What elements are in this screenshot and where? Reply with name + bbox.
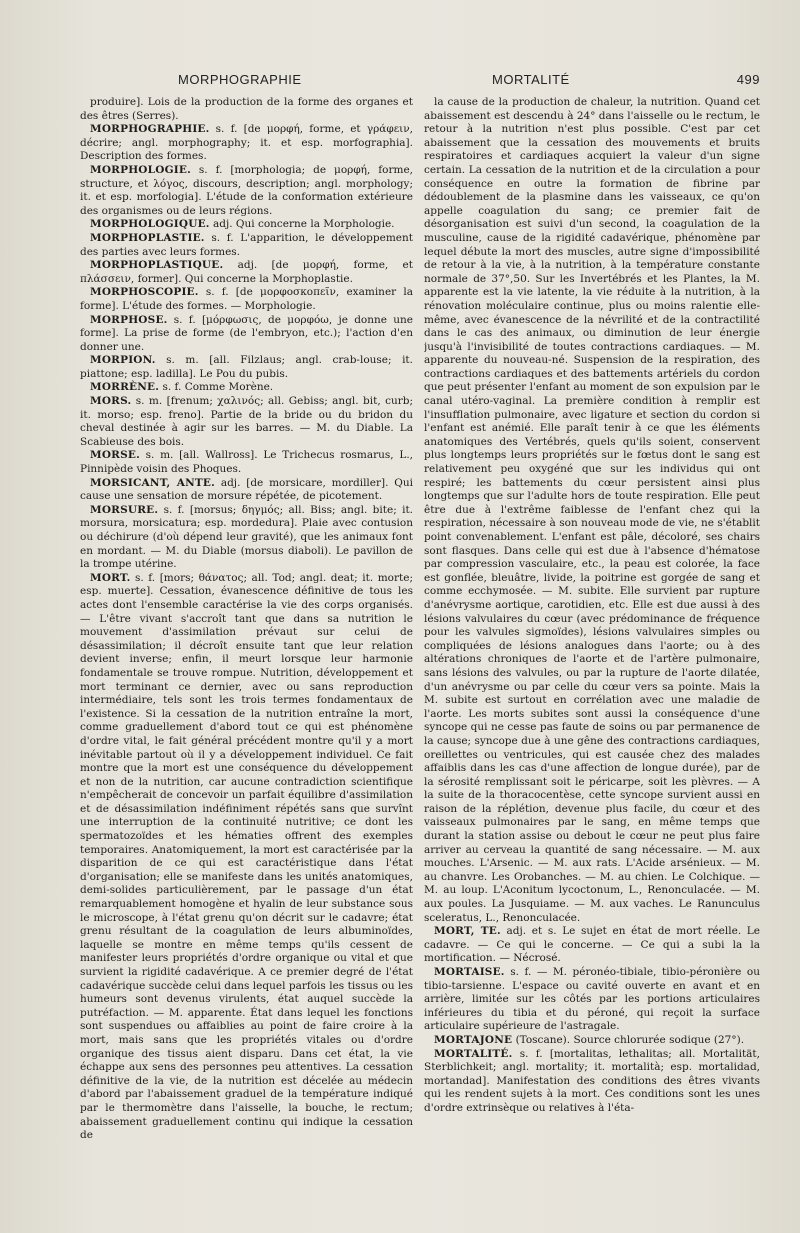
entry-headword: MORPHOLOGIE. [90, 163, 191, 176]
entry [80, 123, 413, 164]
entry-text: s. m. [all. Wallross]. Le Trichecus rosmarus, L., Pinnipède voisin des Phoques. [80, 449, 413, 476]
entry-headword: MORSURE. [90, 503, 159, 516]
entry [80, 232, 413, 259]
entry [80, 477, 413, 504]
entry-headword: MORSE. [90, 449, 140, 462]
entry-text: s. f. [morsus; δηγμός; all. Biss; angl. bite; it. morsura, morsicatura; esp. mordedura]. Plaie avec contusion ou déchirure (d'où dépend leur gravité), que les animaux font en mordant. — M. du Diable (morsus diaboli). Le pavillon de la trompe utérine. [80, 503, 413, 571]
entry [424, 925, 760, 966]
entry-text: s. f. [mortalitas, lethalitas; all. Mortalität, Sterblichkeit; angl. mortality; it. mortalità; esp. mortalidad, mortandad]. Manifestation des conditions des êtres vivants qui les rendent sujets à la mort. Ces conditions sont les unes d'ordre extrinsèque ou relatives à l'éta- [424, 1047, 760, 1114]
entry-text: produire]. Lois de la production de la forme des organes et des êtres (Serres). [80, 96, 413, 122]
entry-text: adj. Qui concerne la Morphologie. [212, 218, 395, 231]
entry-text: s. f. [de μορφοσκοπεῖν, examiner la forme]. L'étude des formes. — Morphologie. [80, 286, 413, 312]
entry-headword: MORPION. [90, 354, 156, 367]
header-right-title: MORTALITÉ [492, 72, 570, 87]
entry [80, 572, 413, 1143]
entry-text: adj. [de morsicare, mordiller]. Qui cause une sensation de morsure répétée, de picotement. [80, 476, 413, 503]
entry [80, 259, 413, 286]
entry-text: s. m. [all. Filzlaus; angl. crab-louse; it. piattone; esp. ladilla]. Le Pou du pubis. [80, 354, 413, 380]
entry-text: (Toscane). Source chlorurée sodique (27°). [515, 1033, 745, 1046]
entry-text: adj. et s. Le sujet en état de mort réelle. Le cadavre. — Ce qui le concerne. — Ce qui a subi la la mortification. — Nécrosé. [424, 925, 760, 965]
entry-text: s. m. [frenum; χαλινός; all. Gebiss; angl. bit, curb; it. morso; esp. freno]. Partie de la bride ou du bridon du cheval destinée à agir sur les barres. — M. du Diable. La Scabieuse des bois. [80, 395, 413, 448]
entry-headword: MORPHOPLASTIE. [90, 231, 205, 244]
entry [80, 314, 413, 355]
entry [424, 966, 760, 1034]
left-column [80, 96, 413, 1186]
entry-headword: MORPHOLOGIQUE. [90, 218, 210, 231]
entry-headword: MORRÈNE. [90, 381, 160, 394]
running-header [80, 72, 760, 92]
entry-headword: MORTAISE. [434, 966, 505, 978]
entry-text: s. f. Comme Morène. [162, 381, 274, 394]
entry-headword: MORPHOPLASTIQUE. [90, 259, 224, 272]
entry-text: adj. [de μορφή, forme, et πλάσσειν, former]. Qui concerne la Morphoplastie. [80, 259, 413, 285]
entry-headword: MORTAJONE [434, 1033, 513, 1046]
entry-text: s. f. — M. péronéo-tibiale, tibio-péronière ou tibio-tarsienne. L'espace ou cavité ouverte en avant et en arrière, limitée sur les côtés par les portions articulaires inférieures du tibia et du péroné, qui reçoit la surface articulaire supérieure de l'astragale. [424, 966, 760, 1033]
entry-headword: MORS. [90, 395, 132, 408]
entry [80, 395, 413, 449]
right-column [424, 96, 760, 1186]
entry [80, 504, 413, 572]
entry [424, 96, 760, 925]
entry-text: s. f. L'apparition, le développement des parties avec leurs formes. [80, 231, 413, 258]
entry-text: la cause de la production de chaleur, la nutrition. Quand cet abaissement est descendu à 24° dans l'aisselle ou le rectum, le retour à la nutrition n'est plus possible. C'est par cet abaissement que la cessation des mouvements et bruits respiratoires et cardiaques acquiert la valeur d'un signe certain. La cessation de la nutrition et de la circulation a pour conséquence en outre la formation de fibrine par dédoublement de la plasmine dans les vaisseaux, ce qu'on appelle coagulation du sang; ce premier fait de désorganisation est suivi d'un second, la coagulation de la musculine, cause de la rigidité cadavérique, phénomène par lequel débute la mort des muscles, autre signe d'impossibilité de retour à la vie, à la nutrition, à la température constante normale de 37°,50. Sur les Invertébrés et les Plantes, la M. apparente est la vie latente, la vie réduite à la nutrition, à la rénovation moléculaire continue, plus ou moins ralentie elle-même, avec évanescence de la névrilité et de la contractilité dans le cas des animaux, ou diminution de leur énergie jusqu'à l'invisibilité de toutes contractions cardiaques. — M. apparente du nouveau-né. Suspension de la respiration, des contractions cardiaques et des battements artériels du cordon que peut présenter l'enfant au moment de son expulsion par le canal utéro-vaginal. La première condition à remplir est l'insufflation pulmonaire, avec ligature et section du cordon si l'enfant est anémié. Elle paraît tenir à ce que les éléments anatomiques des Vertébrés, quels qu'ils soient, conservent plus longtemps leurs propriétés sur le fœtus dont le sang est relativement peu oxygéné que sur les individus qui ont respiré; les battements du cœur persistent ainsi plus longtemps que sur l'adulte hors de toute respiration. Elle peut être due à l'extrême faiblesse de l'enfant chez qui la respiration, nécessaire à son nouveau mode de vie, ne s'établit point convenablement. L'enfant est pâle, décoloré, ses chairs sont flasques. Dans celle qui est due à l'absence d'hématose par compression vasculaire, etc., la peau est colorée, la face est gonflée, bleuâtre, livide, la poitrine est gorgée de sang et comme ecchymosée. — M. subite. Elle survient par rupture d'anévrysme aortique, carotidien, etc. Elle est due aussi à des lésions valvulaires du cœur (avec prédominance de fréquence pour les valvules sigmoïdes), lésions valvulaires simples ou compliquées de lésions analogues dans l'aorte; ou à des altérations chroniques de l'aorte et de l'artère pulmonaire, sans lésions des valvules, ou par la rupture de l'aorte dilatée, d'un anévrysme ou par celle du cœur vers sa pointe. Mais la M. subite est surtout en corrélation avec une maladie de l'aorte. Les morts subites sont aussi la conséquence d'une syncope qui ne cesse pas faute de soins ou par permanence de la cause; syncope due à une gêne des contractions cardiaques, oreillettes ou ventricules, qui est causée chez des malades affaiblis dans les cas d'une affection de longue durée), par de la sérosité remplissant soit le péricarpe, soit les plèvres. — A la suite de la thoracocentèse, cette syncope survient aussi en raison de la réplétion, devenue plus facile, du cœur et des vaisseaux pulmonaires par le sang, en même temps que durant la station assise ou debout le cœur ne peut plus faire arriver au cerveau la quantité de sang nécessaire. — M. aux mouches. L'Arsenic. — M. aux rats. L'Acide arsénieux. — M. au chanvre. Les Orobanches. — M. au chien. Le Colchique. — M. au loup. L'Aconitum lycoctonum, L., Renonculacée. — M. aux poules. La Jusquiame. — M. aux vaches. Le Ranunculus sceleratus, L., Renonculacée. [424, 96, 760, 924]
entry [80, 164, 413, 218]
entry-headword: MORSICANT, ANTE. [90, 476, 215, 489]
entry-headword: MORT, TE. [434, 925, 501, 938]
entry [80, 96, 413, 123]
entry [424, 1034, 760, 1048]
entry [80, 449, 413, 476]
entry-text: s. f. [morphologia; de μορφή, forme, structure, et λόγος, discours, description; angl. morphology; it. et esp. morfologia]. L'étude de la conformation extérieure des organismes ou de leurs régions. [80, 163, 413, 217]
entry-text: s. f. [mors; θάνατος; all. Tod; angl. deat; it. morte; esp. muerte]. Cessation, évanescence définitive de tous les actes dont l'ensemble caractérise la vie des corps organisés. — L'être vivant s'accroît tant que dans sa nutrition le mouvement d'assimilation prévaut sur celui de désassimilation; il décroît ensuite tant que leur relation devient inverse; enfin, il meurt lorsque leur harmonie fondamentale se trouve rompue. Nutrition, développement et mort terminant ce dernier, avec ou sans reproduction intermédiaire, tels sont les trois termes fondamentaux de l'existence. Si la cessation de la nutrition entraîne la mort, comme graduellement d'abord tout ce qui est phénomène d'ordre vital, le fait général précédent montre qu'il y a mort inévitable partout où il y a développement individuel. Ce fait montre que la mort est une conséquence du développement et non de la nutrition, car aucune contradiction scientifique n'empêcherait de concevoir un parfait équilibre d'assimilation et de désassimilation indéfiniment répétés sans que survînt une interruption de la continuité nutritive; ce dont les spermatozoïdes et les hématies offrent des exemples temporaires. Anatomiquement, la mort est caractérisée par la disparition de ce qui est caractéristique dans l'état d'organisation; elle se manifeste dans les unités anatomiques, demi-solides particulièrement, par le passage d'un état remarquablement homogène et hyalin de leur substance sous le microscope, à l'état grenu qu'on décrit sur le cadavre; état grenu résultant de la coagulation de leurs albuminoïdes, laquelle se montre en même temps qu'ils cessent de manifester leurs propriétés d'ordre organique ou vital et que survient la rigidité cadavérique. A ce premier degré de l'état cadavérique succède celui dans lequel parfois les tissus ou les humeurs sont devenus virulents, état auquel succède la putréfaction. — M. apparente. État dans lequel les fonctions sont suspendues ou affaiblies au point de faire croire à la mort, mais sans que les propriétés vitales ou d'ordre organique des tissus aient disparu. Dans cet état, la vie échappe aux sens des personnes peu attentives. La cessation définitive de la vie, de la nutrition est décelée au médecin d'abord par l'abaissement graduel de la température indiqué par le thermomètre dans l'aisselle, la bouche, le rectum; abaissement graduellement continu qui indique la cessation de [80, 571, 413, 1142]
entry-headword: MORTALITÉ. [434, 1047, 513, 1060]
entry-headword: MORT. [90, 571, 131, 584]
page-number: 499 [736, 72, 760, 87]
entry-text: s. f. [de μορφή, forme, et γράφειν, décrire; angl. morphography; it. et esp. morfographia]. Description des formes. [80, 123, 413, 163]
entry-headword: MORPHOSCOPIE. [90, 286, 199, 299]
entry-headword: MORPHOGRAPHIE. [90, 123, 210, 136]
entry [424, 1048, 760, 1116]
header-left-title: MORPHOGRAPHIE [178, 72, 302, 87]
entry-text: s. f. [μόρφωσις, de μορφόω, je donne une forme]. La prise de forme (de l'embryon, etc.); l'action d'en donner une. [80, 313, 413, 353]
entry [80, 218, 413, 232]
entry-headword: MORPHOSE. [90, 313, 168, 326]
entry [80, 286, 413, 313]
entry [80, 354, 413, 381]
entry [80, 381, 413, 395]
